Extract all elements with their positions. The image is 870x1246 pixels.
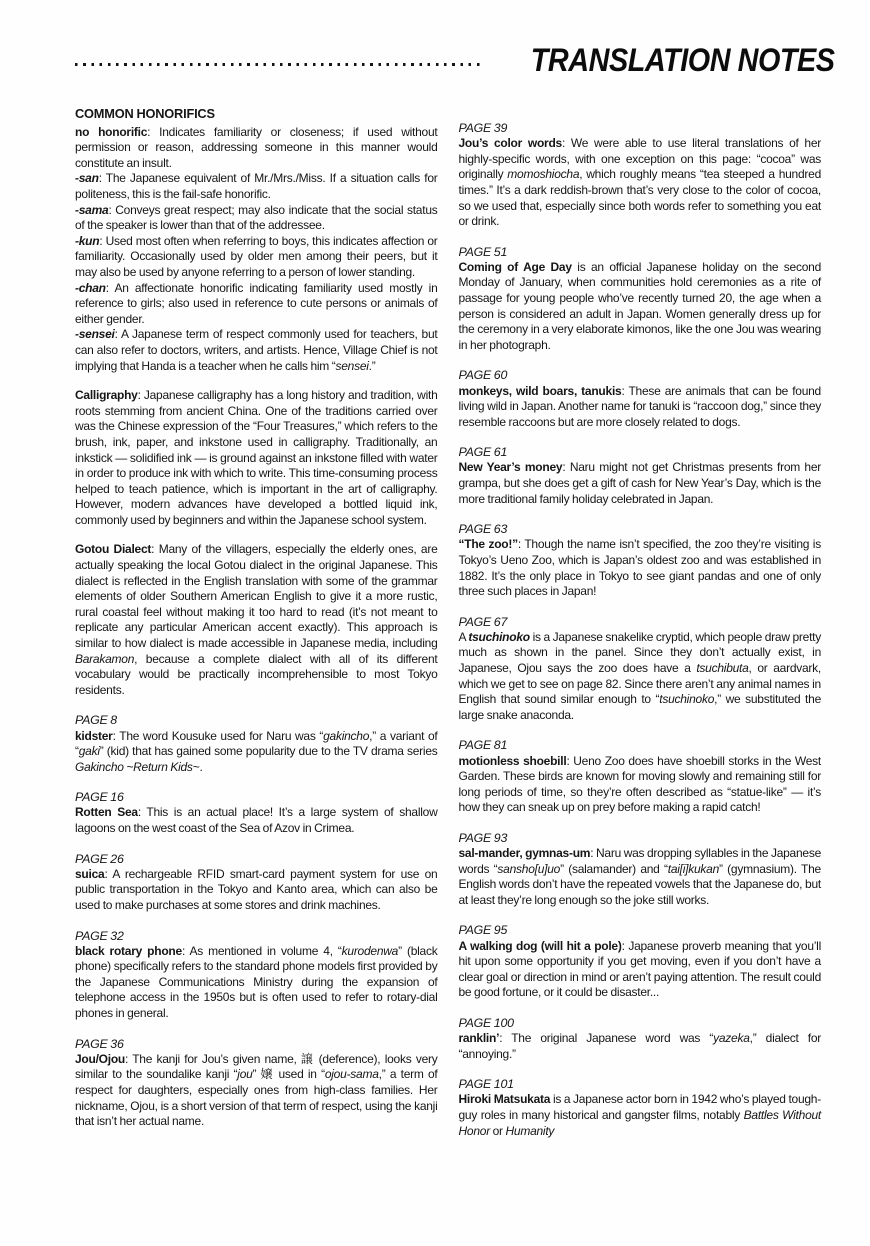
text-run: .” (368, 358, 376, 373)
note-block (459, 922, 822, 1001)
note-text (459, 1031, 822, 1062)
italic-run: Battles Without Honor (458, 1107, 821, 1138)
text-run: : The word Kousuke used for Naru was “ (112, 728, 324, 743)
bold-run: “The zoo!” (458, 537, 518, 552)
note-block (459, 444, 822, 507)
note-text (75, 203, 438, 234)
page-label: PAGE 60 (458, 368, 508, 383)
bold-run: Gotou Dialect (75, 542, 152, 557)
page-header (75, 42, 835, 79)
text-run: : Japanese calligraphy has a long history and tradition, with roots stemming from ancient China. One of the traditions carried over was the Chinese expression of the “Four Treasures,” which refers to the brush, ink, paper, and inkstone used in calligraphy. Traditionally, an inkstick — solidified ink — is ground against an inkstone filled with water in order to produce ink with which to write. This time-consuming process helped to teach patience, which is important in the art of calligraphy. However, modern advances have developed a bottled liquid ink, commonly used by beginners and within the Japanese school system. (75, 388, 438, 527)
note-block (459, 120, 822, 230)
italic-run: sensei (335, 358, 369, 373)
bold-run: Calligraphy (75, 388, 138, 403)
page-label: PAGE 93 (458, 830, 508, 845)
page-label: PAGE 16 (75, 790, 124, 805)
right-column (459, 106, 822, 1139)
note-text (75, 729, 438, 776)
note-block (459, 1015, 822, 1062)
bold-run: monkeys, wild boars, tanukis (458, 383, 622, 398)
note-text (459, 384, 822, 431)
bold-italic-run: -san (75, 171, 99, 186)
note-text (75, 1052, 438, 1130)
note-block (75, 789, 438, 836)
text-block (75, 171, 438, 202)
page-label: PAGE 39 (458, 121, 508, 135)
text-run: ” (kid) that has gained some popularity due to the TV drama series (99, 744, 438, 759)
text-run: ” (black phone) specifically refers to the standard phone models first provided by the Japanese Communications Ministry during the expansion of telephone access in the 1950s but is often used to refer to rotary-dial phones in general. (75, 943, 438, 1021)
italic-run: gaki (78, 744, 100, 759)
note-text (75, 125, 438, 172)
bold-run: Rotten Sea (75, 805, 138, 820)
bold-italic-run: tsuchinoko (468, 629, 530, 644)
note-block (459, 614, 822, 724)
text-run: : Indicates familiarity or closeness; if used without permission or reason, addressing someone in this manner would constitute an insult. (75, 124, 438, 170)
dotted-leader (75, 63, 483, 66)
italic-run: Barakamon (75, 651, 135, 666)
note-text (75, 805, 438, 836)
italic-run: gakincho (323, 728, 370, 743)
page-label: PAGE 32 (75, 928, 124, 943)
text-run: : Japanese proverb meaning that you’ll hit upon some opportunity if you get moving, even if you don’t have a clear goal or direction in mind or aren’t paying attention. The result could be good fortune, or it could be disaster... (458, 938, 821, 1000)
bold-run: sal-mander, gymnas-um (458, 846, 591, 860)
bold-run: Hiroki Matsukata (458, 1092, 551, 1107)
bold-run: ranklin’ (458, 1031, 500, 1045)
bold-run: Jou’s color words (458, 136, 562, 151)
text-run: ,” a variant of “ (75, 728, 438, 759)
text-run: : Used most often when referring to boys, this indicates affection or familiarity. Occasionally used by older men among their peers, but it may also be used by anyone referring to a person of lower standing. (75, 233, 438, 279)
text-run: : The original Japanese word was “ (499, 1031, 714, 1045)
left-column (75, 106, 438, 1130)
text-run: : Conveys great respect; may also indicate that the social status of the speaker is lower than that of the addressee. (75, 202, 438, 233)
bold-run: motionless shoebill (458, 753, 567, 768)
note-text (459, 537, 822, 599)
text-run: ” (gymnasium). The English words don’t have the repeated vowels that the Japanese do, but at least they’re long enough so the joke still works. (458, 861, 821, 907)
text-block (75, 281, 438, 328)
note-text (75, 171, 438, 202)
page-label: PAGE 8 (75, 713, 117, 728)
bold-run: A walking dog (will hit a pole) (458, 938, 622, 953)
bold-run: kidster (75, 728, 113, 743)
text-run: , because a complete dialect with all of its different vocabulary would be practically incomprehensible to most Tokyo residents. (75, 651, 438, 697)
page-label: PAGE 26 (75, 851, 124, 866)
italic-run: Humanity (505, 1123, 555, 1138)
italic-run: ojou-sama (324, 1067, 379, 1082)
text-run: : Ueno Zoo does have shoebill storks in the West Garden. These birds are known for moving slowly and remaining still for long periods of time, so they’re often described as “statue-like” — it’s how they can sneak up on prey before making a rapid catch! (458, 753, 821, 815)
bold-run: Jou/Ojou (75, 1051, 125, 1066)
note-block (75, 1036, 438, 1130)
text-run: A (458, 629, 469, 644)
page-label: PAGE 67 (458, 614, 508, 629)
italic-run: yazeka (713, 1031, 750, 1045)
text-block (75, 234, 438, 281)
text-run: : The Japanese equivalent of Mr./Mrs./Miss. If a situation calls for politeness, this is the fail-safe honorific. (75, 171, 438, 201)
note-text (75, 234, 438, 281)
page-label: PAGE 36 (75, 1036, 124, 1051)
italic-run: jou (237, 1067, 253, 1082)
note-block (75, 851, 438, 914)
page-label: PAGE 100 (458, 1015, 514, 1030)
page-label: PAGE 51 (458, 244, 508, 259)
page-title: TRANSLATION NOTES (531, 42, 835, 78)
bold-italic-run: -sama (75, 202, 109, 217)
note-text (459, 1092, 822, 1139)
bold-italic-run: -sensei (75, 327, 115, 342)
text-run: : As mentioned in volume 4, “ (181, 943, 342, 958)
note-text (75, 281, 438, 328)
note-text (459, 630, 822, 724)
text-run: : These are animals that can be found living wild in Japan. Another name for tanuki is “raccoon dog,” since they resemble raccoons but are more closely related to dogs. (458, 383, 821, 429)
text-run: ” (salamander) and “ (560, 861, 668, 876)
text-run: is a Japanese actor born in 1942 who’s played tough-guy roles in many historical and gangster films, notably (458, 1092, 821, 1122)
text-run: , which roughly means “tea steeped a hundred times.” It’s a dark reddish-brown that’s very close to the color of cocoa, so we used that, especially since both words refer to something you eat or drink. (458, 167, 821, 229)
italic-run: tsuchinoko (659, 692, 715, 707)
note-text (459, 754, 822, 816)
text-run: : An affectionate honorific indicating familiarity used mostly in reference to girls; also used in reference to cute persons or animals of either gender. (75, 280, 438, 326)
text-block (75, 203, 438, 234)
bold-italic-run: -kun (75, 233, 100, 248)
italic-run: tsuchibuta (696, 661, 749, 675)
note-block (75, 712, 438, 775)
note-text (459, 846, 822, 908)
text-run: or (489, 1123, 506, 1138)
text-block (75, 327, 438, 374)
text-run: : A rechargeable RFID smart-card payment system for use on public transportation in the Tokyo and Kanto area, which can also be used to make purchases at some stores and drink machines. (75, 866, 438, 912)
page-label: PAGE 61 (458, 445, 508, 460)
bold-run: suica (75, 866, 105, 881)
note-block (459, 830, 822, 909)
note-text (75, 327, 438, 374)
page-label: PAGE 95 (458, 923, 508, 938)
section-header: COMMON HONORIFICS (75, 106, 215, 121)
bold-italic-run: -chan (75, 280, 106, 295)
italic-run: tai[i]kukan (667, 861, 720, 876)
text-run: : Naru might not get Christmas presents from her grampa, but she does get a gift of cash for New Year’s Day, which is the more traditional family holiday celebrated in Japan. (458, 460, 822, 506)
text-run: : Naru was dropping syllables in the Japanese words “ (458, 846, 821, 876)
text-run: : We were able to use literal translations of her highly-specific words, with one exception on this page: “cocoa” was originally (458, 136, 821, 182)
bold-run: New Year’s money (458, 460, 563, 475)
note-text (459, 260, 822, 354)
text-run: ,” dialect for “annoying.” (458, 1031, 822, 1061)
page-label: PAGE 81 (458, 738, 508, 753)
note-text (75, 944, 438, 1022)
note-text (75, 867, 438, 914)
text-run: : A Japanese term of respect commonly used for teachers, but can also refer to doctors, writers, and artists. Hence, Village Chief is not implying that Handa is a teacher when he calls him “ (75, 327, 438, 373)
italic-run: sansho[u]uo (497, 861, 561, 876)
page-label: PAGE 101 (458, 1077, 514, 1092)
note-block (459, 1076, 822, 1139)
note-block (459, 244, 822, 354)
text-run: ,” we substituted the large snake anaconda. (458, 692, 821, 722)
note-block (75, 928, 438, 1022)
text-block (75, 125, 438, 172)
text-run: ” 嬢 used in “ (252, 1067, 325, 1082)
note-block (459, 737, 822, 816)
text-run: : Though the name isn’t specified, the zoo they’re visiting is Tokyo’s Ueno Zoo, which is Japan’s oldest zoo and was established in 1882. It’s the only place in Tokyo to see giant pandas and one of only three such places in Japan! (458, 537, 821, 599)
note-text (459, 136, 822, 230)
text-run: is a Japanese snakelike cryptid, which people draw pretty much as shown in the panel. Since they don’t actually exist, in Japanese, Ojou says the zoo does have a (458, 629, 821, 675)
notes-columns (75, 106, 821, 1139)
bold-run: Coming of Age Day (458, 259, 572, 274)
bold-run: no honorific (75, 124, 148, 139)
note-text (459, 939, 822, 1001)
note-text (459, 460, 822, 507)
bold-run: black rotary phone (75, 943, 182, 958)
note-block (459, 367, 822, 430)
text-run: ,” a term of respect for daughters, especially ones from high-class families. Her nickname, Ojou, is a short version of that term of respect, using the kanji that isn’t her actual name. (75, 1067, 438, 1129)
text-run: is an official Japanese holiday on the second Monday of January, when communities hold ceremonies as a rite of passage for young people who’ve recently turned 20, the age when a person is considered an adult in Japan. Women generally dress up for the ceremony in a very elaborate kimonos, like the one Jou was wearing in her photograph. (458, 259, 822, 352)
text-run: : This is an actual place! It’s a large system of shallow lagoons on the west coast of the Sea of Azov in Crimea. (75, 805, 438, 836)
note-block (459, 521, 822, 600)
italic-run: Gakincho ~Return Kids~ (75, 759, 200, 774)
italic-run: momoshiocha (507, 167, 580, 182)
text-run: : The kanji for Jou’s given name, 譲 (deference), looks very similar to the soundalike kanji “ (75, 1051, 438, 1082)
note-text (75, 388, 438, 528)
page-label: PAGE 63 (458, 522, 508, 537)
text-run: : Many of the villagers, especially the elderly ones, are actually speaking the local Gotou dialect in the original Japanese. This dialect is reflected in the English translation with some of the grammar elements of older Southern American English to give it a more rustic, rural coastal feel without making it too hard to read (it’s not meant to replicate any particular American accent exactly). This approach is similar to how dialect is made accessible in Japanese media, including (75, 542, 438, 651)
text-block (75, 542, 438, 698)
text-run: . (199, 759, 203, 774)
text-run: , or aardvark, which we get to see on page 82. Since there aren’t any animal names in English that sound similar enough to “ (458, 661, 821, 707)
note-text (75, 542, 438, 698)
text-block (75, 388, 438, 528)
italic-run: kurodenwa (341, 943, 399, 958)
